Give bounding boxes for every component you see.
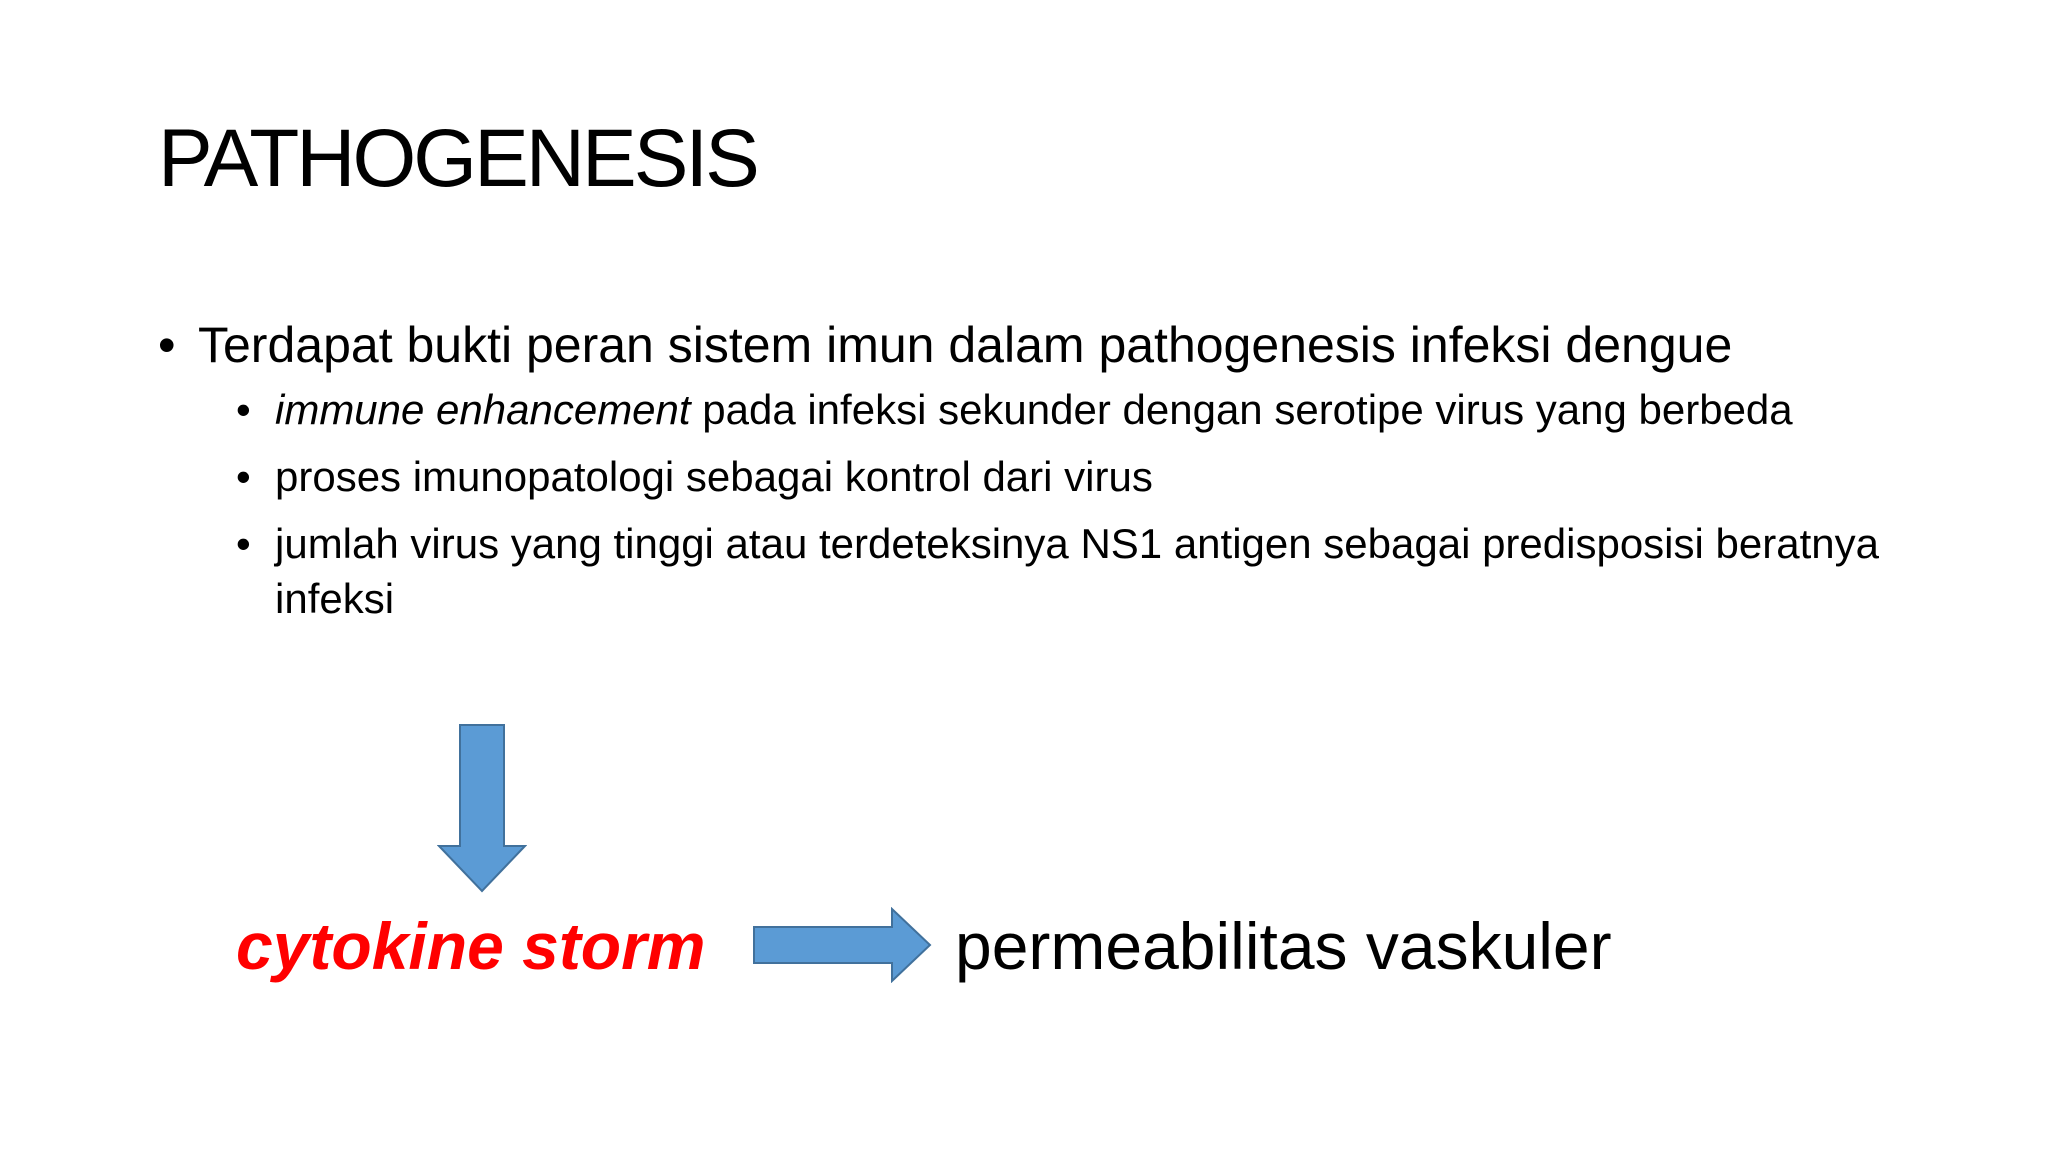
bullet-dot: • [158, 317, 176, 373]
bullet-dot: • [236, 453, 251, 500]
sub-bullet-text: proses imunopatologi sebagai kontrol dari virus [275, 453, 1153, 500]
arrow-down-icon [437, 723, 527, 893]
bullet-list [158, 312, 1958, 638]
slide-title: PATHOGENESIS [158, 113, 757, 204]
arrow-right-icon [752, 907, 932, 983]
bullet-item-level1 [158, 312, 1958, 378]
bullet-dot: • [236, 520, 251, 567]
vascular-permeability-label: permeabilitas vaskuler [955, 909, 1612, 983]
sub-bullet-text: jumlah virus yang tinggi atau terdeteksinya NS1 antigen sebagai predisposisi beratnya infeksi [275, 520, 1879, 622]
sub-bullet-italic-term: immune enhancement [275, 386, 691, 433]
sub-bullet-item-3 [236, 516, 1915, 626]
bullet-text: Terdapat bukti peran sistem imun dalam pathogenesis infeksi dengue [198, 317, 1733, 373]
sub-bullet-item-2 [236, 449, 1915, 504]
sub-bullet-item-1 [236, 382, 1915, 437]
cytokine-storm-label: cytokine storm [236, 909, 706, 983]
sub-bullet-text: pada infeksi sekunder dengan serotipe virus yang berbeda [690, 386, 1793, 433]
bullet-dot: • [236, 386, 251, 433]
sub-bullet-list [236, 382, 1958, 626]
